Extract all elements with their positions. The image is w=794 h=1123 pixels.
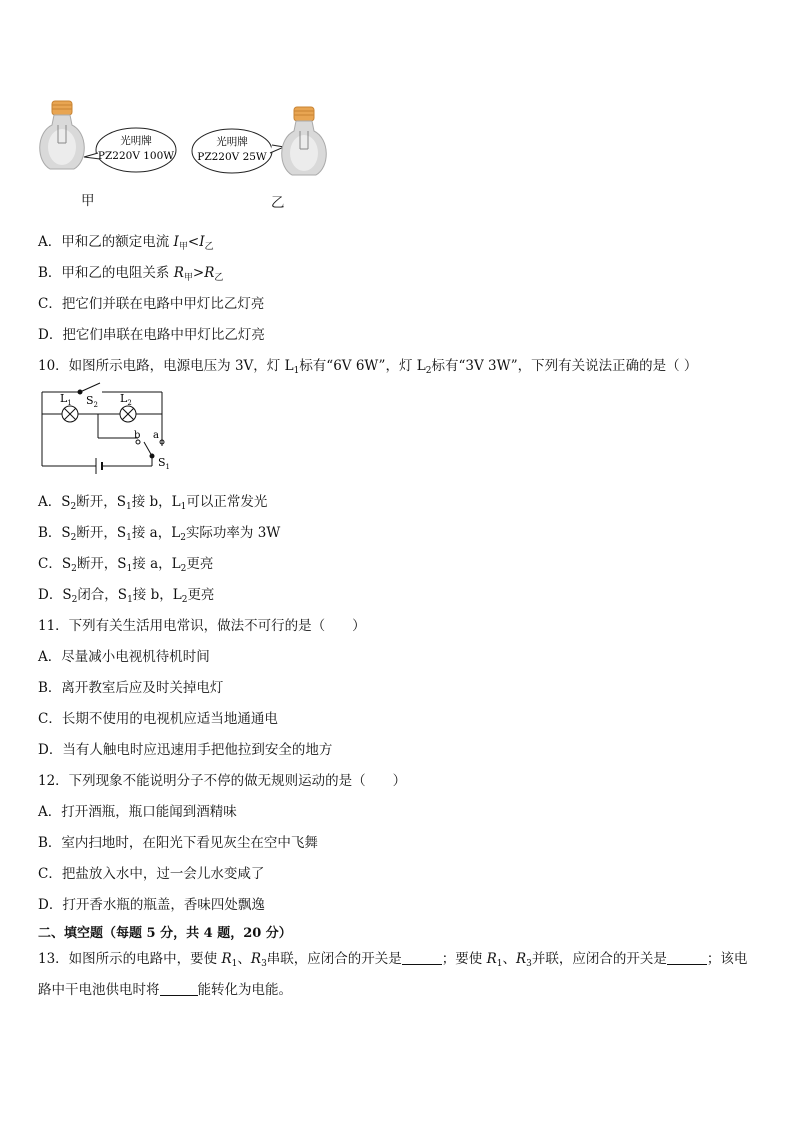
svg-text:b: b	[134, 430, 141, 441]
bubble-left-line1: 光明牌	[120, 135, 152, 147]
q11-option-d: D．当有人触电时应迅速用手把他拉到安全的地方	[38, 742, 333, 758]
q11-option-c: C．长期不使用的电视机应适当地通通电	[38, 711, 278, 727]
q9-option-a: A．甲和乙的额定电流 $I_甲<I_乙$	[38, 234, 214, 252]
svg-text:a: a	[153, 430, 159, 441]
q11-option-a: A．尽量减小电视机待机时间	[38, 649, 210, 665]
q10-option-d: D．$S_2$闭合，$S_1$接 b，$L_2$更亮	[38, 587, 215, 605]
svg-text:S1: $S_1$	[158, 456, 171, 471]
svg-text:L2: $L_2$	[120, 392, 132, 407]
q11-stem: 11．下列有关生活用电常识，做法不可行的是（ ）	[38, 618, 366, 634]
q12-option-a: A．打开酒瓶，瓶口能闻到酒精味	[38, 804, 237, 820]
bubble-right-line2: PZ220V 25W	[197, 151, 267, 163]
answer-blank-2[interactable]	[667, 951, 707, 965]
q12-option-d: D．打开香水瓶的瓶盖，香味四处飘逸	[38, 897, 265, 913]
q10-option-c: C．$S_2$断开，$S_1$接 a，$L_2$更亮	[38, 556, 214, 574]
bulb-left-icon	[40, 101, 85, 169]
q10-option-b: B．$S_2$断开，$S_1$接 a，$L_2$实际功率为 3W	[38, 525, 281, 543]
answer-blank-3[interactable]	[160, 982, 198, 996]
q11-option-b: B．离开教室后应及时关掉电灯	[38, 680, 224, 696]
bulb-left-label: 甲	[81, 193, 95, 209]
q10-option-a: A．$S_2$断开，$S_1$接 b，$L_1$可以正常发光	[38, 494, 268, 512]
q13-line1: 13．如图所示的电路中，要使 $R_1$、$R_3$串联，应闭合的开关是 ；要使 $R_1$、$R_3$并联，应闭合的开关是 ；该电	[38, 951, 748, 969]
bulb-right-label: 乙	[271, 195, 285, 211]
bulb-right-icon	[282, 107, 327, 175]
q13-line2: 路中干电池供电时将 能转化为电能。	[38, 982, 292, 998]
bubble-left	[84, 128, 176, 172]
q10-circuit-diagram	[38, 380, 178, 480]
section-title: 二、填空题（每题 5 分，共 4 题，20 分）	[38, 926, 292, 941]
q12-option-b: B．室内扫地时，在阳光下看见灰尘在空中飞舞	[38, 835, 318, 851]
bubble-right-line1: 光明牌	[216, 136, 248, 148]
svg-text:S2: $S_2$	[86, 394, 99, 409]
q12-option-c: C．把盐放入水中，过一会儿水变咸了	[38, 866, 265, 882]
bubble-right	[192, 129, 284, 173]
q9-option-b: B．甲和乙的电阻关系 $R_甲>R_乙$	[38, 265, 224, 283]
q9-option-c: C．把它们并联在电路中甲灯比乙灯亮	[38, 296, 265, 312]
q9-option-d: D．把它们串联在电路中甲灯比乙灯亮	[38, 327, 265, 343]
bubble-left-line2: PZ220V 100W	[97, 150, 175, 162]
q12-stem: 12．下列现象不能说明分子不停的做无规则运动的是（ ）	[38, 773, 407, 789]
answer-blank-1[interactable]	[402, 951, 442, 965]
q10-stem: 10．如图所示电路，电源电压为 3V，灯 $L_1$标有“6V 6W”，灯 $L_2$标有“3V 3W”，下列有关说法正确的是（ ）	[38, 358, 698, 376]
svg-text:L1: $L_1$	[60, 392, 72, 407]
